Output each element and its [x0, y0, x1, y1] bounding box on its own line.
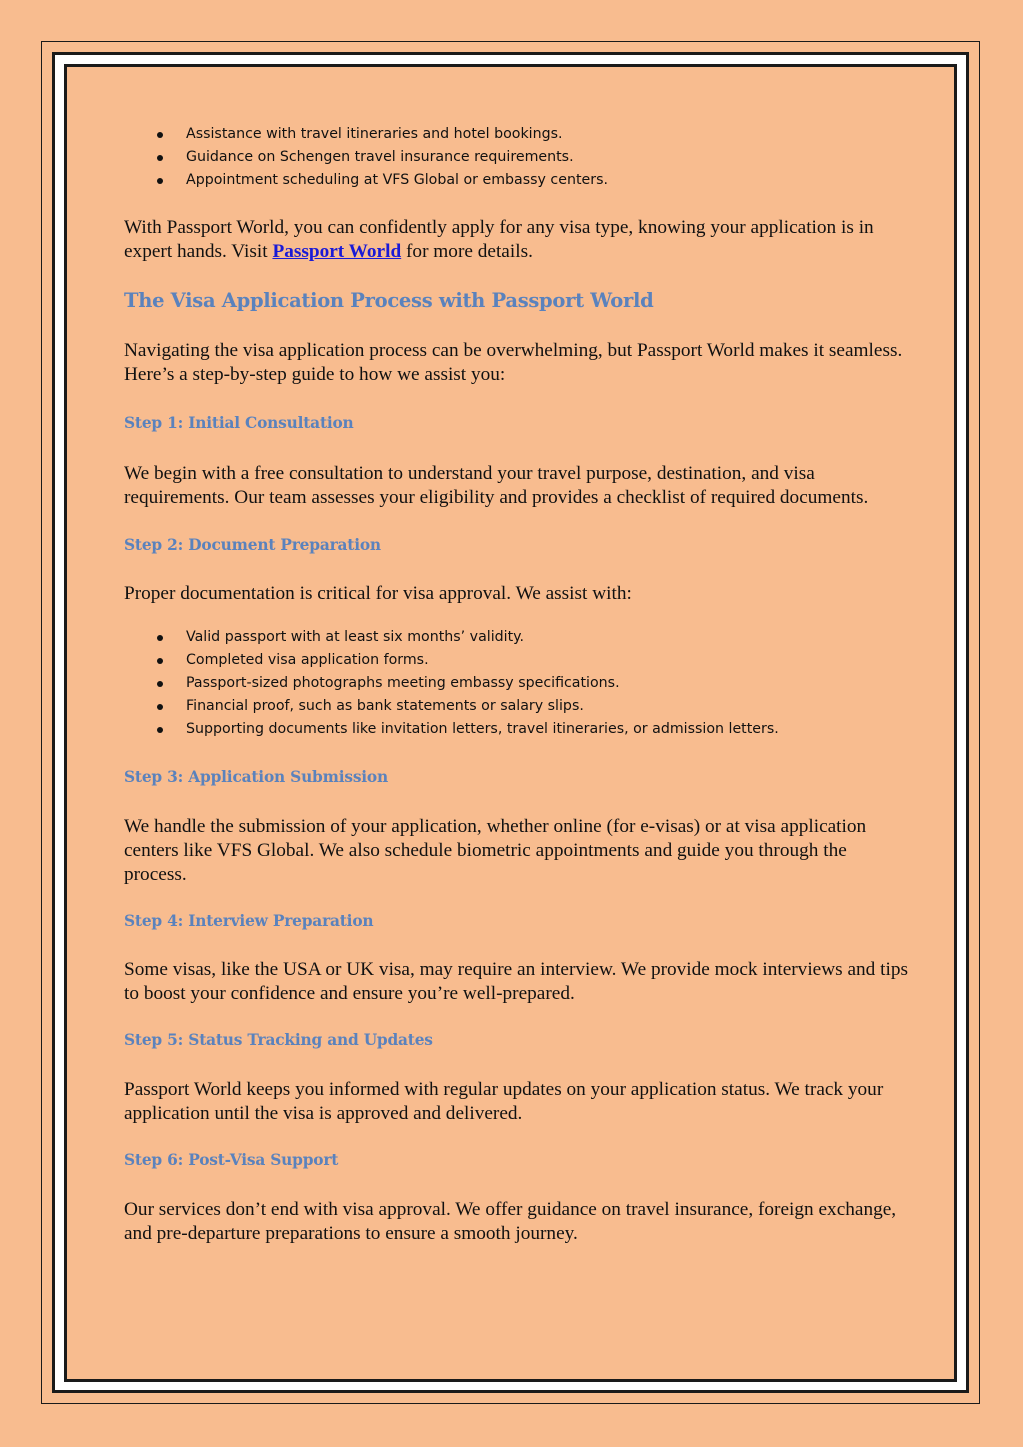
step-2-body: Proper documentation is critical for visa approval. We assist with:: [124, 582, 632, 604]
bullet-icon: [157, 635, 163, 641]
list-item: [124, 626, 914, 649]
bullet-icon: [157, 681, 163, 687]
list-item-text: Valid passport with at least six months’ validity.: [186, 628, 525, 645]
list-item-text: Guidance on Schengen travel insurance requirements.: [186, 149, 574, 166]
bullet-icon: [157, 178, 163, 184]
list-item-text: Assistance with travel itineraries and hotel bookings.: [186, 126, 563, 142]
bullet-icon: [157, 704, 163, 710]
section-title: The Visa Application Process with Passport World: [124, 288, 654, 312]
bullet-icon: [157, 658, 163, 664]
list-item: [124, 695, 914, 718]
bullet-icon: [157, 727, 163, 733]
step-5-title: Step 5: Status Tracking and Updates: [124, 1030, 433, 1049]
intro-paragraph: [124, 216, 914, 264]
list-item: [124, 718, 914, 741]
step-3-title: Step 3: Application Submission: [124, 767, 388, 786]
list-item-text: Passport-sized photographs meeting embassy specifications.: [186, 675, 620, 692]
step-6-title: Step 6: Post-Visa Support: [124, 1150, 339, 1169]
list-item-text: Completed visa application forms.: [186, 651, 429, 668]
list-item-text: Supporting documents like invitation letters, travel itineraries, or admission letters.: [186, 721, 779, 738]
step-3-body: We handle the submission of your application, whether online (for e-visas) or at visa application centers like VFS Global. We also schedule biometric appointments and guide you through the process.: [124, 815, 867, 885]
intro-bullet-list: [124, 123, 914, 193]
step-1-body: We begin with a free consultation to understand your travel purpose, destination, and visa requirements. Our team assesses your eligibility and provides a checklist of required documents.: [124, 462, 869, 508]
list-item: [124, 672, 914, 695]
list-item: [124, 169, 914, 192]
list-item-text: Appointment scheduling at VFS Global or embassy centers.: [186, 172, 608, 189]
bullet-icon: [157, 155, 163, 161]
intro-text-after: for more details.: [401, 240, 533, 262]
bullet-icon: [157, 132, 163, 138]
document-content: [124, 120, 914, 1246]
passport-world-link[interactable]: Passport World: [272, 240, 402, 262]
step-2-title: Step 2: Document Preparation: [124, 535, 381, 554]
step-5-body: Passport World keeps you informed with regular updates on your application status. We track your application until the visa is approved and delivered.: [124, 1078, 884, 1124]
step-1-title: Step 1: Initial Consultation: [124, 413, 354, 432]
step-4-title: Step 4: Interview Preparation: [124, 911, 374, 930]
intro-text-before: With Passport World, you can confidently apply for any visa type, knowing your application is in expert hands. Visit: [124, 216, 874, 262]
list-item: [124, 146, 914, 169]
list-item: [124, 123, 914, 146]
documents-bullet-list: [124, 626, 914, 742]
list-item-text: Financial proof, such as bank statements or salary slips.: [186, 698, 584, 715]
step-6-body: Our services don’t end with visa approval. We offer guidance on travel insurance, foreign exchange, and pre-departure preparations to ensure a smooth journey.: [124, 1198, 897, 1244]
list-item: [124, 649, 914, 672]
section-intro: Navigating the visa application process can be overwhelming, but Passport World makes it seamless. Here’s a step-by-step guide to how we assist you:: [124, 339, 903, 385]
step-4-body: Some visas, like the USA or UK visa, may require an interview. We provide mock interviews and tips to boost your confidence and ensure you’re well-prepared.: [124, 958, 908, 1004]
